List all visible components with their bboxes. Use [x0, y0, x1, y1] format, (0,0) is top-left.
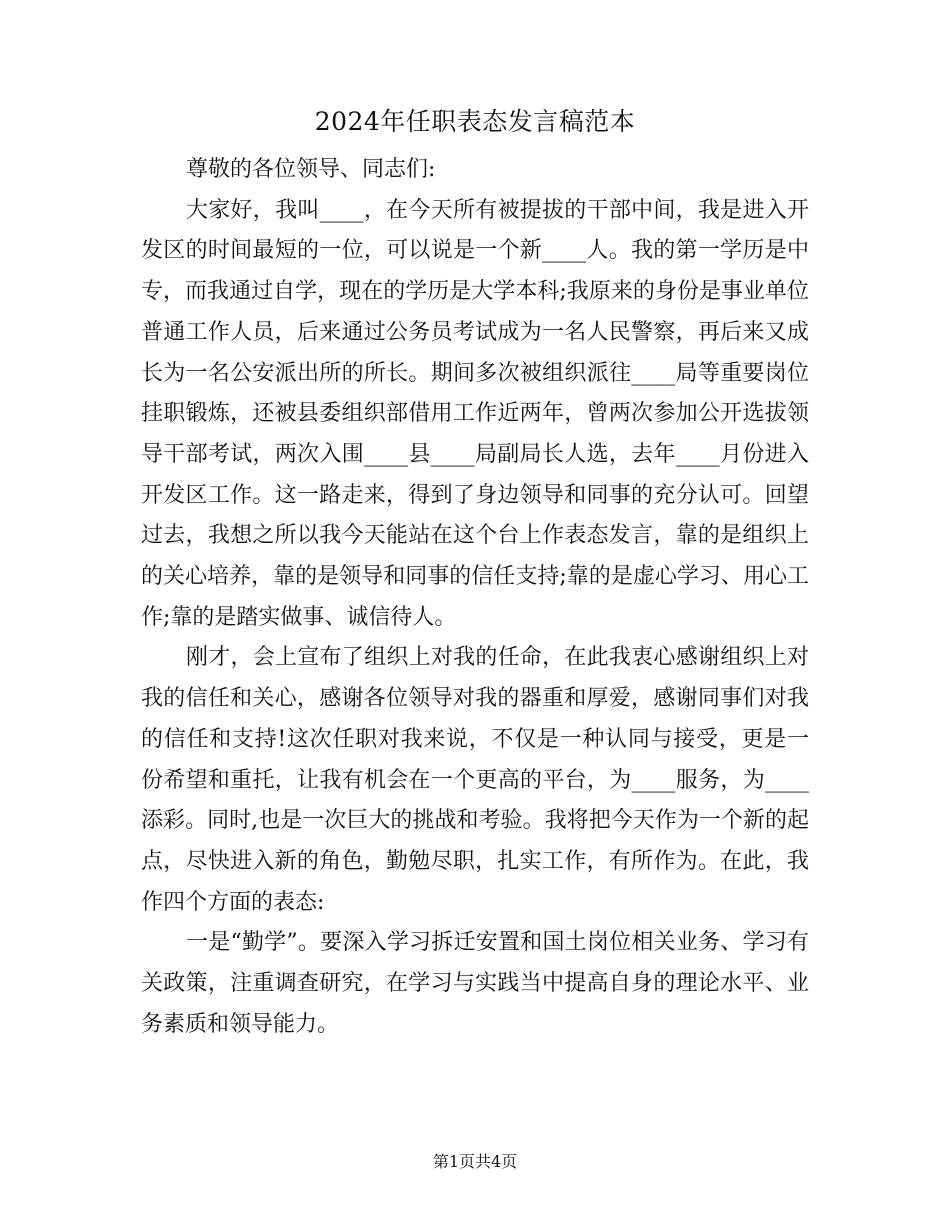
salutation: 尊敬的各位领导、同志们:	[186, 157, 436, 182]
paragraph-introduction: 大家好，我叫____，在今天所有被提拔的干部中间，我是进入开发区的时间最短的一位，可以说是一个新____人。我的第一学历是中专，而我通过自学，现在的学历是大学本科;我原来的身份是事业单位普通工作人员，后来通过公务员考试成为一名人民警察，再后来又成长为一名公安派出所的所长。期间多次被组织派往____局等重要岗位挂职锻炼，还被县委组织部借用工作近两年，曾两次参加公开选拔领导干部考试，两次入围____县____局副局长人选，去年____月份进入开发区工作。这一路走来，得到了身边领导和同事的充分认可。回望过去，我想之所以我今天能站在这个台上作表态发言，靠的是组织上的关心培养，靠的是领导和同事的信任支持;靠的是虚心学习、用心工作;靠的是踏实做事、诚信待人。	[141, 197, 809, 630]
paragraph-appointment-thanks: 刚才，会上宣布了组织上对我的任命，在此我衷心感谢组织上对我的信任和关心，感谢各位领导对我的器重和厚爱，感谢同事们对我的信任和支持!这次任职对我来说，不仅是一种认同与接受，更是一份希望和重托，让我有机会在一个更高的平台，为____服务，为____添彩。同时,也是一次巨大的挑战和考验。我将把今天作为一个新的起点，尽快进入新的角色，勤勉尽职，扎实工作，有所作为。在此，我作四个方面的表态:	[141, 645, 809, 915]
document-title: 2024年任职表态发言稿范本	[314, 107, 636, 136]
paragraph-pledge-study: 一是“勤学”。要深入学习拆迁安置和国土岗位相关业务、学习有关政策，注重调查研究，在学习与实践当中提高自身的理论水平、业务素质和领导能力。	[141, 930, 809, 1037]
document-body	[141, 150, 809, 1045]
page-number-footer: 第1页共4页	[432, 1152, 518, 1171]
